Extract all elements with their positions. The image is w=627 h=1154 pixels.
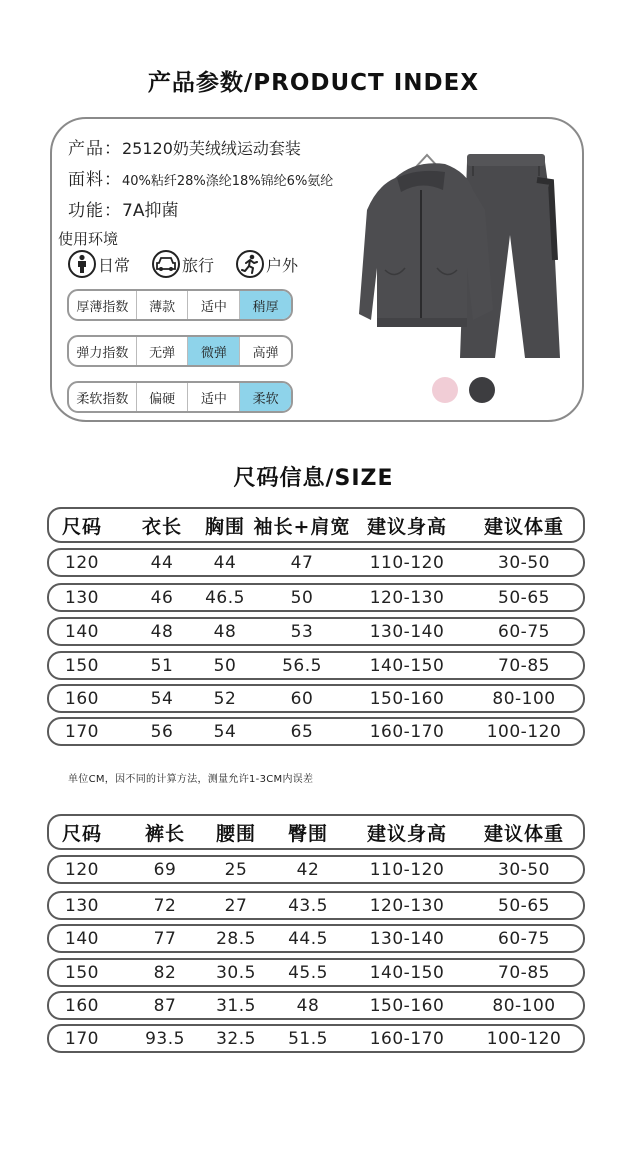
function-value: 7A抑菌 — [122, 201, 179, 221]
table-cell: 50 — [213, 655, 237, 676]
table-cell: 53 — [290, 621, 314, 642]
table-cell: 30-50 — [498, 859, 550, 880]
top-table-row — [47, 717, 585, 746]
table-cell: 60 — [290, 688, 314, 709]
bottom-table-row — [47, 924, 585, 953]
table-cell: 43.5 — [288, 895, 328, 916]
scale-option: 薄款 — [137, 291, 189, 319]
table-cell: 32.5 — [216, 1028, 256, 1049]
table-cell: 170 — [65, 1028, 99, 1049]
table-cell: 150-160 — [369, 995, 445, 1016]
table-cell: 48 — [296, 995, 320, 1016]
table-cell: 93.5 — [145, 1028, 185, 1049]
table-cell: 120 — [65, 552, 99, 573]
column-header: 胸围 — [204, 515, 245, 538]
table-cell: 44 — [150, 552, 174, 573]
column-header: 袖长+肩宽 — [253, 515, 351, 538]
table-cell: 54 — [213, 721, 237, 742]
table-cell: 77 — [153, 928, 177, 949]
table-cell: 140-150 — [369, 962, 445, 983]
table-cell: 48 — [150, 621, 174, 642]
page-title: 产品参数/PRODUCT INDEX — [147, 70, 480, 96]
table-cell: 70-85 — [498, 962, 550, 983]
fabric-line — [68, 165, 333, 190]
function-key: 功能： — [68, 201, 122, 221]
table-cell: 31.5 — [216, 995, 256, 1016]
table-cell: 51 — [150, 655, 174, 676]
table-cell: 56.5 — [282, 655, 322, 676]
scale-option: 柔软 — [240, 383, 291, 411]
column-header: 腰围 — [215, 822, 256, 845]
env-label: 户外 — [266, 255, 299, 275]
table-cell: 50-65 — [498, 587, 550, 608]
top-table-header-row — [47, 507, 585, 543]
top-table-row — [47, 651, 585, 680]
bottom-table-row — [47, 855, 585, 884]
table-cell: 110-120 — [369, 552, 445, 573]
color-swatch-pink — [432, 377, 458, 403]
table-cell: 100-120 — [486, 721, 562, 742]
table-cell: 60-75 — [498, 928, 550, 949]
table-cell: 46 — [150, 587, 174, 608]
scale-option: 高弹 — [252, 345, 279, 361]
column-header: 建议体重 — [483, 822, 564, 845]
table-cell: 160-170 — [369, 721, 445, 742]
table-cell: 50 — [290, 587, 314, 608]
person-icon — [68, 250, 96, 278]
product-name-line — [68, 134, 301, 159]
bottom-table-row — [47, 891, 585, 920]
function-line — [68, 196, 178, 221]
table-cell: 150 — [65, 655, 99, 676]
environment-title: 使用环境 — [58, 230, 119, 248]
size-section-title: 尺码信息/SIZE — [233, 466, 394, 491]
table-cell: 46.5 — [205, 587, 245, 608]
env-label: 日常 — [98, 255, 131, 275]
scale-option: 微弹 — [188, 337, 240, 365]
car-icon — [152, 250, 180, 278]
top-table-row — [47, 617, 585, 646]
table-cell: 87 — [153, 995, 177, 1016]
table-cell: 42 — [296, 859, 320, 880]
bottom-table-row — [47, 958, 585, 987]
env-label: 旅行 — [182, 255, 215, 275]
table-cell: 130-140 — [369, 621, 445, 642]
top-table-row — [47, 684, 585, 713]
table-cell: 30.5 — [216, 962, 256, 983]
column-header: 衣长 — [141, 515, 182, 538]
table-cell: 51.5 — [288, 1028, 328, 1049]
table-cell: 120-130 — [369, 587, 445, 608]
environment-list — [68, 250, 298, 278]
scale-label: 柔软指数 — [69, 383, 137, 411]
measurement-note: 单位CM，因不同的计算方法，测量允许1-3CM内误差 — [68, 774, 314, 785]
table-cell: 69 — [153, 859, 177, 880]
env-item-outdoor — [236, 250, 298, 278]
table-cell: 160 — [65, 688, 99, 709]
table-cell: 140 — [65, 621, 99, 642]
table-cell: 45.5 — [288, 962, 328, 983]
column-header: 尺码 — [61, 515, 102, 538]
fabric-key: 面料： — [68, 170, 122, 190]
env-item-daily — [68, 250, 130, 278]
table-cell: 170 — [65, 721, 99, 742]
table-cell: 82 — [153, 962, 177, 983]
softness-scale — [67, 381, 293, 413]
thickness-scale — [67, 289, 293, 321]
table-cell: 120 — [65, 859, 99, 880]
column-header: 臀围 — [287, 822, 328, 845]
table-cell: 110-120 — [369, 859, 445, 880]
table-cell: 65 — [290, 721, 314, 742]
color-swatch-dark-gray — [469, 377, 495, 403]
scale-label: 厚薄指数 — [69, 291, 137, 319]
scale-option: 偏硬 — [137, 383, 189, 411]
top-table-row — [47, 583, 585, 612]
table-cell: 150-160 — [369, 688, 445, 709]
scale-option: 适中 — [188, 291, 240, 319]
table-cell: 54 — [150, 688, 174, 709]
table-cell: 48 — [213, 621, 237, 642]
table-cell: 100-120 — [486, 1028, 562, 1049]
table-cell: 25 — [224, 859, 248, 880]
top-table-row — [47, 548, 585, 577]
column-header: 裤长 — [144, 822, 185, 845]
table-cell: 70-85 — [498, 655, 550, 676]
runner-icon — [236, 250, 264, 278]
product-name-key: 产品： — [68, 139, 122, 159]
table-cell: 140 — [65, 928, 99, 949]
env-item-travel — [152, 250, 214, 278]
product-image — [355, 150, 575, 365]
scale-option: 适中 — [188, 383, 240, 411]
bottom-table-row — [47, 991, 585, 1020]
scale-label: 弹力指数 — [69, 337, 137, 365]
table-cell: 160-170 — [369, 1028, 445, 1049]
table-cell: 28.5 — [216, 928, 256, 949]
column-header: 建议体重 — [483, 515, 564, 538]
column-header: 建议身高 — [366, 515, 447, 538]
bottom-table-header-row — [47, 814, 585, 850]
table-cell: 140-150 — [369, 655, 445, 676]
table-cell: 130-140 — [369, 928, 445, 949]
table-cell: 160 — [65, 995, 99, 1016]
table-cell: 44 — [213, 552, 237, 573]
column-header: 建议身高 — [366, 822, 447, 845]
column-header: 尺码 — [61, 822, 102, 845]
table-cell: 120-130 — [369, 895, 445, 916]
table-cell: 30-50 — [498, 552, 550, 573]
table-cell: 27 — [224, 895, 248, 916]
table-cell: 47 — [290, 552, 314, 573]
scale-option: 无弹 — [137, 337, 189, 365]
table-cell: 44.5 — [288, 928, 328, 949]
table-cell: 50-65 — [498, 895, 550, 916]
scale-option: 稍厚 — [240, 291, 291, 319]
table-cell: 60-75 — [498, 621, 550, 642]
product-name-value: 25120奶芙绒绒运动套装 — [122, 139, 301, 158]
table-cell: 130 — [65, 587, 99, 608]
fabric-value: 40%粘纤28%涤纶18%锦纶6%氨纶 — [122, 174, 334, 189]
table-cell: 56 — [150, 721, 174, 742]
table-cell: 52 — [213, 688, 237, 709]
table-cell: 150 — [65, 962, 99, 983]
bottom-table-row — [47, 1024, 585, 1053]
table-cell: 72 — [153, 895, 177, 916]
table-cell: 80-100 — [492, 688, 556, 709]
table-cell: 80-100 — [492, 995, 556, 1016]
table-cell: 130 — [65, 895, 99, 916]
elasticity-scale — [67, 335, 293, 367]
